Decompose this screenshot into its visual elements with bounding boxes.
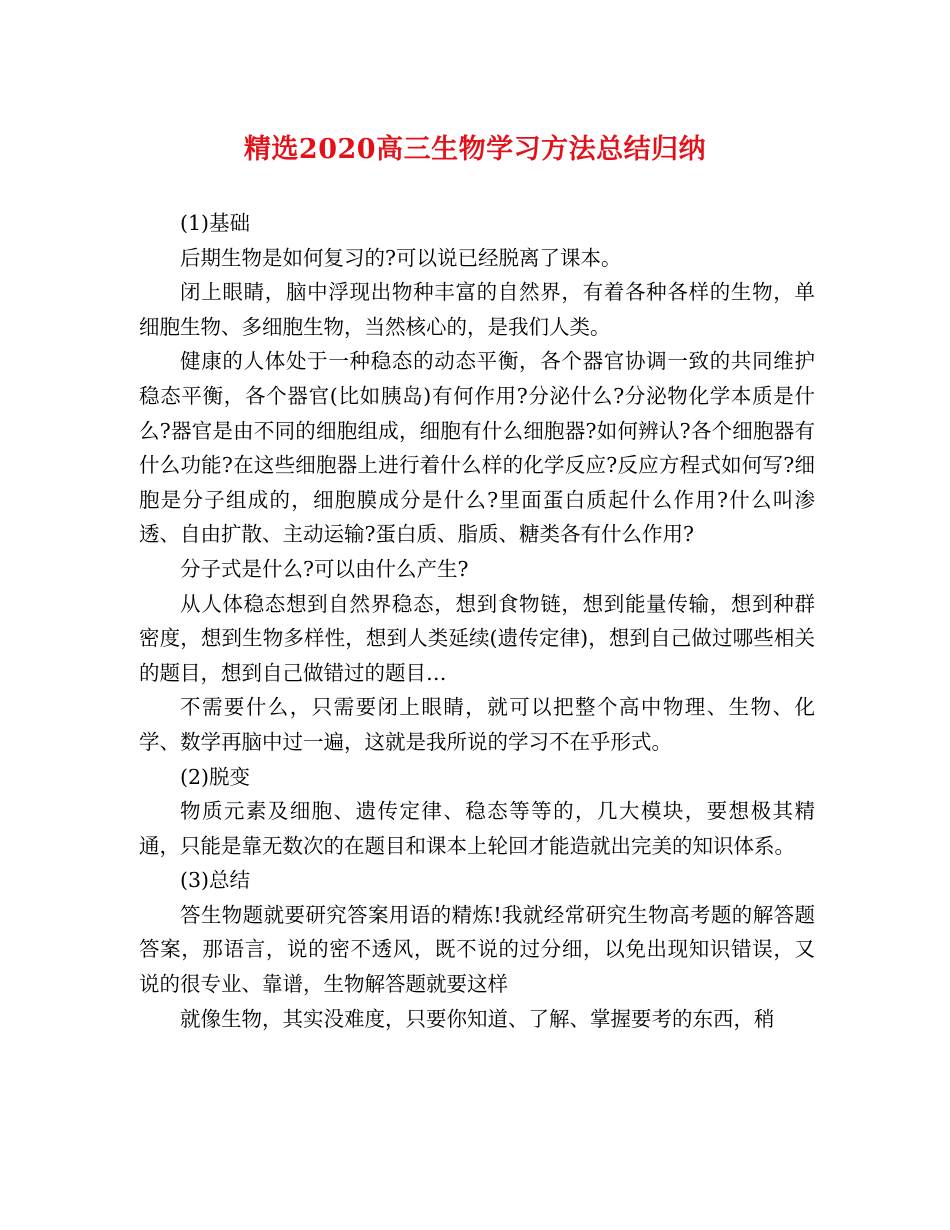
paragraph: 就像生物，其实没难度，只要你知道、了解、掌握要考的东西，稍 — [180, 1006, 775, 1031]
paragraph: 健康的人体处于一种稳态的动态平衡，各个器官协调一致的共同维护稳态平衡，各个器官(比如胰岛)有何作用?分泌什么?分泌物化学本质是什么?器官是由不同的细胞组成，细胞有什么细胞器?如何辨认?各个细胞器有什么功能?在这些细胞器上进行着什么样的化学反应?反应方程式如何写?细胞是分子组成的，细胞膜成分是什么?里面蛋白质起什么作用?什么叫渗透、自由扩散、主动运输?蛋白质、脂质、糖类各有什么作用? — [139, 349, 815, 547]
document-body — [139, 206, 815, 1036]
paragraph: 分子式是什么?可以由什么产生? — [180, 556, 469, 581]
paragraph: 闭上眼睛，脑中浮现出物种丰富的自然界，有着各种各样的生物，单细胞生物、多细胞生物，当然核心的，是我们人类。 — [139, 280, 815, 339]
paragraph: 答生物题就要研究答案用语的精炼!我就经常研究生物高考题的解答题答案，那语言，说的密不透风，既不说的过分细，以免出现知识错误，又说的很专业、靠谱，生物解答题就要这样 — [139, 902, 815, 997]
paragraph: 从人体稳态想到自然界稳态，想到食物链，想到能量传输，想到种群密度，想到生物多样性，想到人类延续(遗传定律)，想到自己做过哪些相关的题目，想到自己做错过的题目… — [139, 591, 815, 685]
paragraph: 物质元素及细胞、遗传定律、稳态等等的，几大模块，要想极其精通，只能是靠无数次的在题目和课本上轮回才能造就出完美的知识体系。 — [139, 799, 815, 858]
section-heading-transformation: (2)脱变 — [180, 764, 251, 789]
document-title: 精选2020高三生物学习方法总结归纳 — [243, 134, 707, 165]
paragraph: 后期生物是如何复习的?可以说已经脱离了课本。 — [180, 245, 622, 270]
section-heading-basics: (1)基础 — [180, 211, 251, 235]
section-heading-summary: (3)总结 — [180, 868, 251, 893]
paragraph: 不需要什么，只需要闭上眼睛，就可以把整个高中物理、生物、化学、数学再脑中过一遍，这就是我所说的学习不在乎形式。 — [139, 695, 815, 754]
